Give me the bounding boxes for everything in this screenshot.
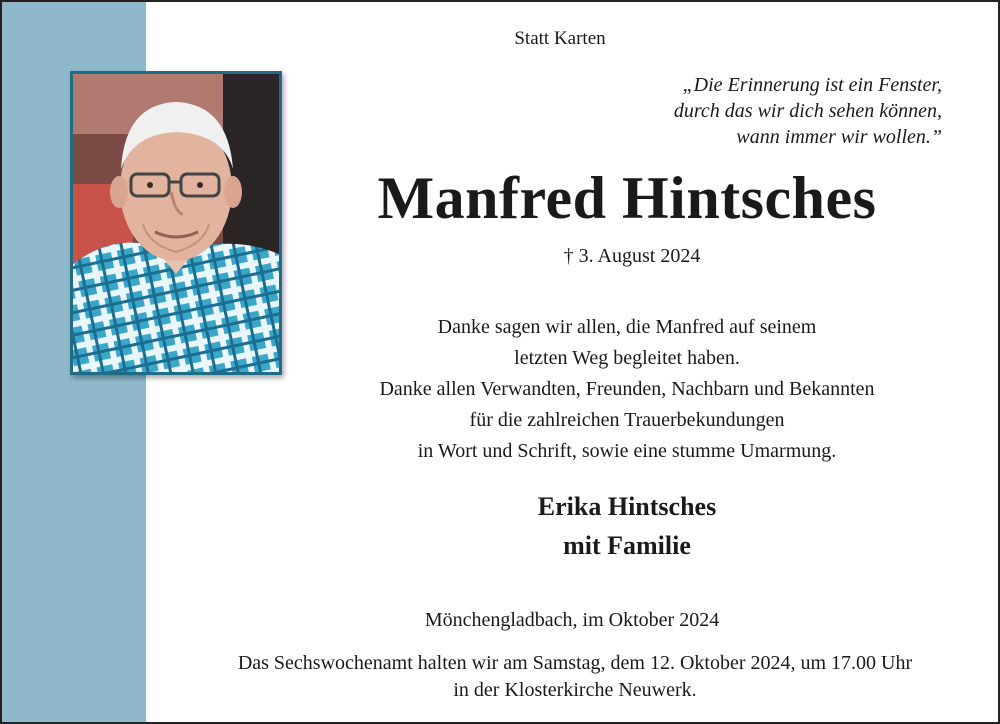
thanks-line: Danke allen Verwandten, Freunden, Nachbarn und Bekannten bbox=[379, 378, 875, 400]
family-line: Erika Hintsches bbox=[537, 492, 717, 521]
quote-line: wann immer wir wollen.” bbox=[736, 126, 942, 148]
thanks-line: Danke sagen wir allen, die Manfred auf seinem bbox=[437, 316, 817, 338]
place-and-date: Mönchengladbach, im Oktober 2024 bbox=[424, 609, 720, 631]
quote-line: „Die Erinnerung ist ein Fenster, bbox=[682, 74, 942, 96]
thanks-line: in Wort und Schrift, sowie eine stumme Umarmung. bbox=[417, 440, 837, 462]
service-line: Das Sechswochenamt halten wir am Samstag, dem 12. Oktober 2024, um 17.00 Uhr bbox=[237, 652, 913, 674]
memorial-quote bbox=[562, 72, 942, 150]
portrait-photo bbox=[70, 71, 282, 375]
quote-line: durch das wir dich sehen können, bbox=[673, 100, 942, 122]
thanks-line: letzten Weg begleitet haben. bbox=[514, 347, 740, 369]
death-date: † 3. August 2024 bbox=[563, 245, 701, 267]
portrait-illustration bbox=[73, 74, 279, 372]
header-statt-karten: Statt Karten bbox=[514, 28, 606, 49]
deceased-name: Manfred Hintsches bbox=[377, 165, 877, 231]
service-announcement bbox=[152, 650, 998, 704]
thanks-text bbox=[262, 312, 992, 467]
thanks-line: für die zahlreichen Trauerbekundungen bbox=[469, 409, 785, 431]
family-signature bbox=[422, 487, 832, 565]
family-line: mit Familie bbox=[563, 531, 691, 560]
service-line: in der Klosterkirche Neuwerk. bbox=[453, 679, 697, 701]
